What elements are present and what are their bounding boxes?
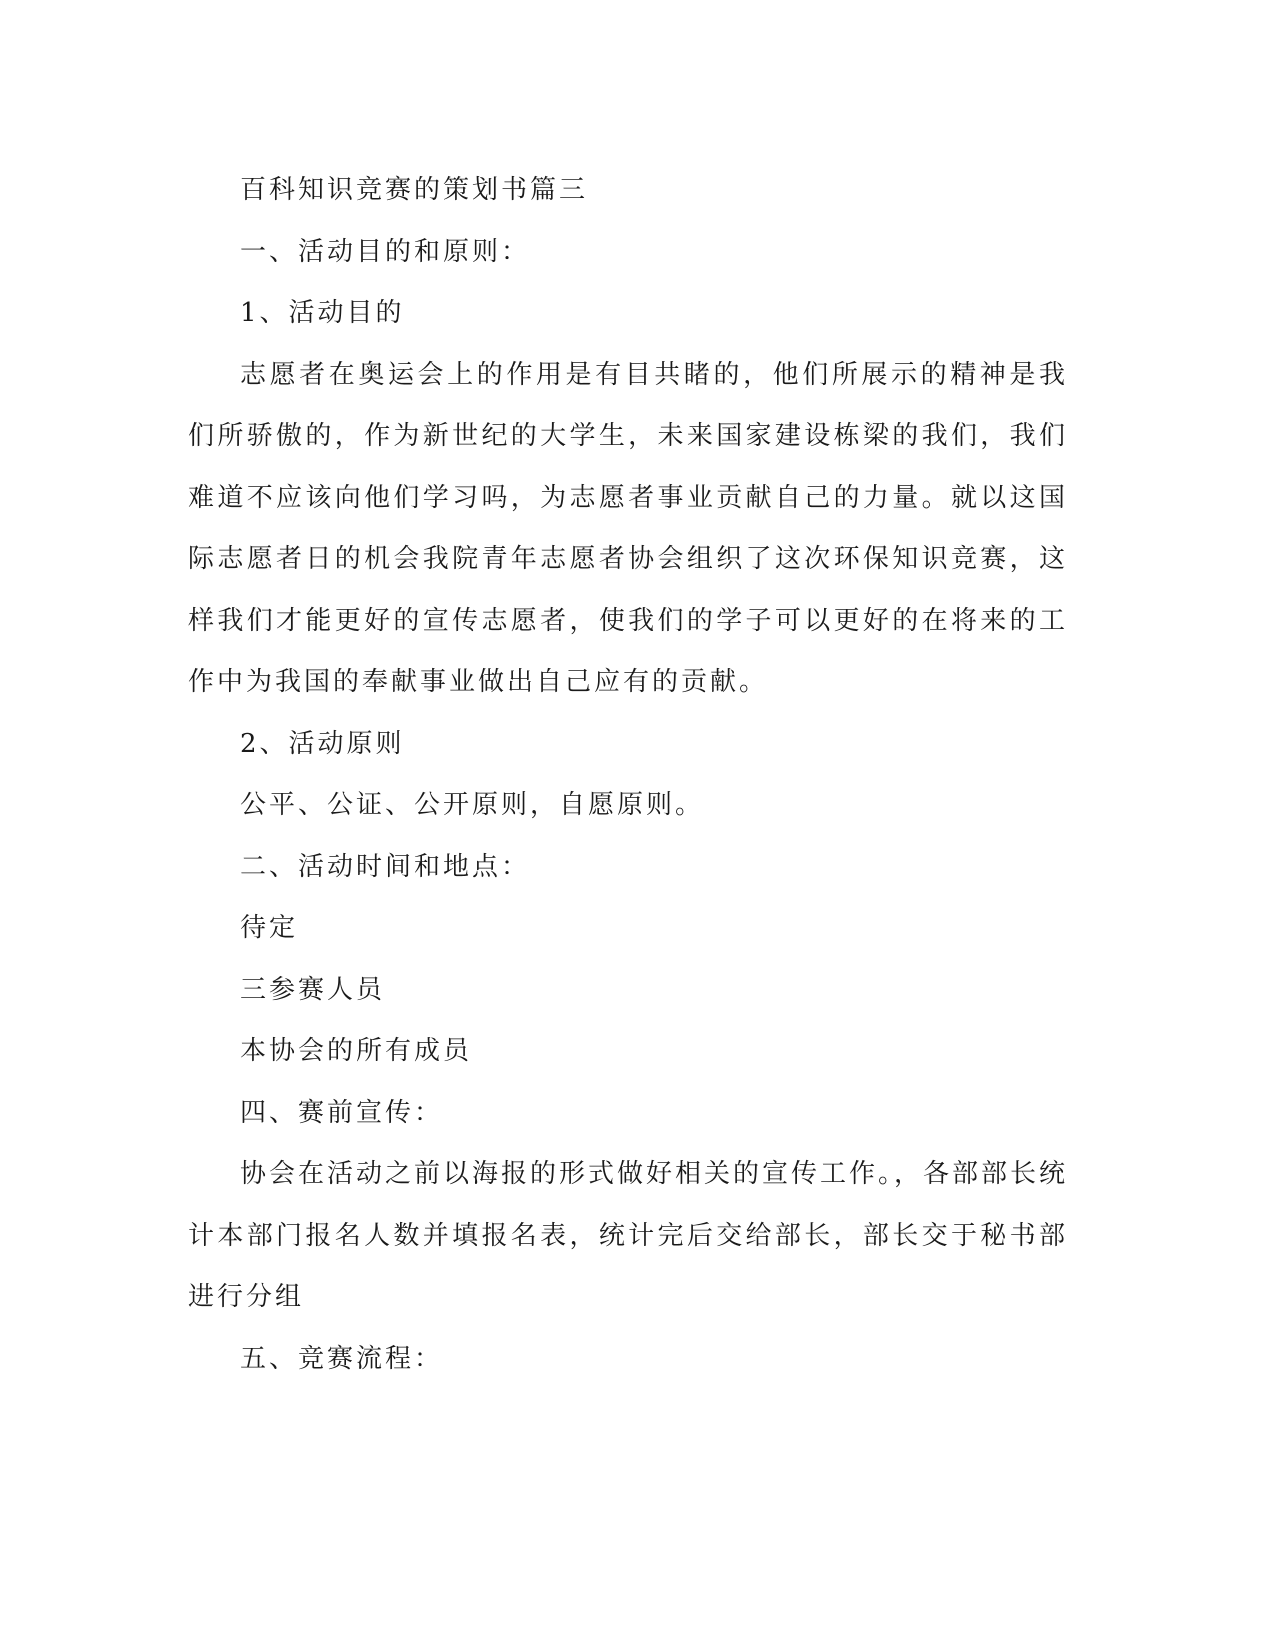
paragraph-principles: 公平、公证、公开原则，自愿原则。 — [240, 790, 705, 820]
heading-promotion: 四、赛前宣传： — [240, 1097, 444, 1128]
paragraph-participants: 本协会的所有成员 — [240, 1036, 473, 1066]
heading-participants: 三参赛人员 — [240, 974, 386, 1005]
document-body — [188, 160, 1068, 1390]
paragraph-promotion: 协会在活动之前以海报的形式做好相关的宣传工作。，各部部长统计本部门报名人数并填报名表，统计完后交给部长，部长交于秘书部进行分组 — [188, 1159, 1069, 1312]
heading-competition-process: 五、竞赛流程： — [240, 1343, 444, 1374]
heading-purpose-principles: 一、活动目的和原则： — [240, 236, 531, 267]
subheading-purpose: 1、活动目的 — [240, 298, 405, 328]
document-title: 百科知识竞赛的策划书篇三 — [240, 175, 589, 205]
subheading-principles: 2、活动原则 — [240, 728, 405, 759]
heading-time-location: 二、活动时间和地点： — [240, 851, 531, 882]
paragraph-purpose: 志愿者在奥运会上的作用是有目共睹的，他们所展示的精神是我们所骄傲的，作为新世纪的大学生，未来国家建设栋梁的我们，我们难道不应该向他们学习吗，为志愿者事业贡献自己的力量。就以这国际志愿者日的机会我院青年志愿者协会组织了这次环保知识竞赛，这样我们才能更好的宣传志愿者，使我们的学子可以更好的在将来的工作中为我国的奉献事业做出自己应有的贡献。 — [188, 359, 1068, 697]
paragraph-time-location: 待定 — [240, 913, 299, 943]
